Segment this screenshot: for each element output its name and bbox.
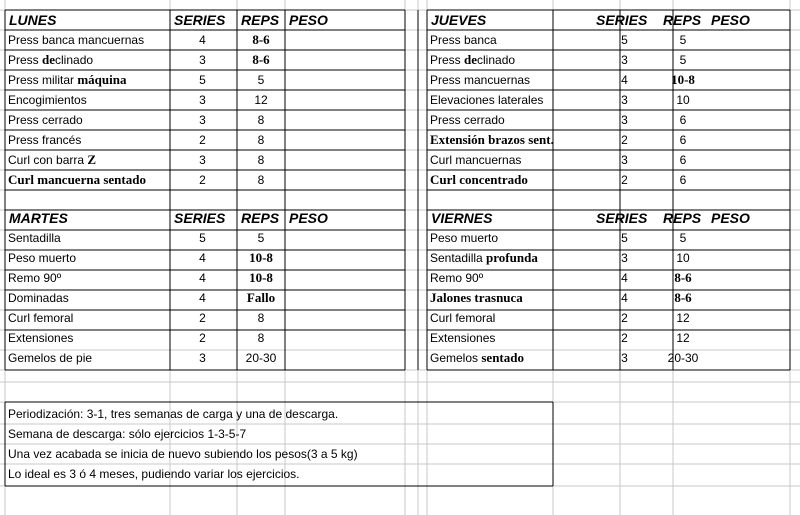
series-value: 2 (621, 311, 628, 325)
exercise-name (430, 328, 591, 348)
note-line: Semana de descarga: sólo ejercicios 1-3-5-7 (8, 427, 247, 441)
reps-value: 10 (676, 251, 690, 265)
exercise-text: Press cerrado (430, 113, 505, 127)
exercise-text: Remo 90º (430, 271, 484, 285)
reps-value: 20-30 (667, 351, 699, 365)
peso-cell (285, 348, 405, 368)
exercise-name (430, 228, 591, 248)
column-header: PESO (711, 210, 750, 226)
exercise-name (430, 288, 591, 308)
exercise-name (8, 90, 169, 110)
day-header: VIERNES (431, 210, 493, 226)
exercise-name (8, 70, 169, 90)
note-line: Una vez acabada se inicia de nuevo subiendo los pesos(3 a 5 kg) (8, 447, 358, 461)
exercise-text: Extensiones (430, 331, 496, 345)
series-value: 3 (199, 53, 206, 67)
exercise-name (8, 308, 169, 328)
exercise-text: Press militar (8, 73, 78, 87)
column-header: PESO (711, 12, 750, 28)
exercise-text: Gemelos de pie (8, 351, 93, 365)
exercise-name (430, 170, 591, 190)
exercise-text: Press banca (430, 33, 497, 47)
series-value: 3 (621, 53, 628, 67)
reps-value: 8 (257, 331, 265, 345)
series-value: 3 (199, 113, 206, 127)
day-header: JUEVES (431, 12, 487, 28)
reps-value: 10-8 (249, 270, 273, 285)
reps-value: 6 (679, 113, 687, 127)
peso-cell (285, 30, 405, 50)
exercise-name (430, 90, 591, 110)
reps-value: 10 (676, 93, 690, 107)
exercise-name (8, 268, 169, 288)
exercise-name (430, 268, 591, 288)
reps-value: 5 (257, 231, 265, 245)
exercise-text: Press (8, 53, 43, 67)
exercise-name (8, 328, 169, 348)
reps-value: 5 (679, 33, 687, 47)
peso-cell (285, 328, 405, 348)
column-header: SERIES (174, 12, 226, 28)
exercise-name (8, 150, 169, 170)
exercise-text: máquina (77, 72, 127, 87)
series-value: 4 (199, 251, 206, 265)
exercise-name (8, 248, 169, 268)
peso-cell (285, 288, 405, 308)
series-value: 3 (199, 93, 206, 107)
peso-cell (707, 288, 800, 308)
exercise-text: Dominadas (8, 291, 69, 305)
reps-value: 6 (679, 133, 687, 147)
exercise-text: Press cerrado (8, 113, 83, 127)
exercise-text: Extensiones (8, 331, 74, 345)
exercise-text: profunda (486, 250, 538, 265)
series-value: 3 (621, 251, 628, 265)
column-header: REPS (241, 210, 280, 226)
reps-value: 6 (679, 153, 687, 167)
reps-value: 8-6 (252, 32, 270, 47)
reps-value: 10-8 (671, 72, 695, 87)
exercise-text: Peso muerto (430, 231, 499, 245)
series-value: 5 (621, 231, 628, 245)
reps-value: 8 (257, 133, 265, 147)
exercise-name (8, 30, 169, 50)
series-value: 3 (621, 113, 628, 127)
peso-cell (707, 30, 800, 50)
note-line: Periodización: 3-1, tres semanas de carga y una de descarga. (8, 407, 339, 421)
peso-cell (707, 50, 800, 70)
series-value: 4 (621, 291, 628, 305)
exercise-name (430, 308, 591, 328)
exercise-text: Press francés (8, 133, 82, 147)
reps-value: 6 (679, 173, 687, 187)
exercise-name (430, 110, 591, 130)
exercise-text: Sentadilla (8, 231, 61, 245)
peso-cell (285, 248, 405, 268)
note-line: Lo ideal es 3 ó 4 meses, pudiendo variar los ejercicios. (8, 467, 300, 481)
series-value: 4 (199, 271, 206, 285)
peso-cell (707, 248, 800, 268)
exercise-name (430, 348, 591, 368)
exercise-name (8, 228, 169, 248)
peso-cell (285, 268, 405, 288)
reps-value: 5 (679, 231, 687, 245)
peso-cell (285, 50, 405, 70)
series-value: 3 (199, 153, 206, 167)
exercise-text: Extensión brazos sent. (430, 132, 554, 147)
exercise-text: Peso muerto (8, 251, 77, 265)
series-value: 3 (621, 93, 628, 107)
exercise-name (8, 348, 169, 368)
reps-value: 8-6 (252, 52, 270, 67)
series-value: 3 (199, 351, 206, 365)
series-value: 4 (199, 33, 206, 47)
day-header: MARTES (9, 210, 68, 226)
column-header: PESO (289, 12, 328, 28)
exercise-text: Press (430, 53, 465, 67)
column-header: REPS (241, 12, 280, 28)
column-header: SERIES (174, 210, 226, 226)
peso-cell (707, 328, 800, 348)
reps-value: 8 (257, 113, 265, 127)
series-value: 3 (621, 153, 628, 167)
peso-cell (707, 150, 800, 170)
peso-cell (707, 110, 800, 130)
reps-value: 8 (257, 173, 265, 187)
exercise-name (8, 288, 169, 308)
peso-cell (707, 170, 800, 190)
series-value: 2 (199, 133, 206, 147)
series-value: 5 (621, 33, 628, 47)
series-value: 2 (199, 331, 206, 345)
peso-cell (707, 228, 800, 248)
series-value: 5 (199, 73, 206, 87)
exercise-text: Encogimientos (8, 93, 87, 107)
peso-cell (707, 70, 800, 90)
series-value: 4 (621, 73, 628, 87)
peso-cell (285, 228, 405, 248)
exercise-text: sentado (481, 350, 524, 365)
peso-cell (707, 268, 800, 288)
series-value: 2 (621, 133, 628, 147)
exercise-name (8, 110, 169, 130)
exercise-text: Gemelos (430, 351, 482, 365)
series-value: 2 (621, 331, 628, 345)
exercise-text: Press mancuernas (430, 73, 531, 87)
peso-cell (285, 70, 405, 90)
reps-value: 20-30 (245, 351, 277, 365)
exercise-name (8, 170, 169, 190)
exercise-text: Curl con barra (8, 153, 88, 167)
peso-cell (707, 90, 800, 110)
exercise-text: Remo 90º (8, 271, 62, 285)
column-header: SERIES (596, 210, 648, 226)
reps-value: 8-6 (674, 290, 692, 305)
peso-cell (707, 348, 800, 368)
day-header: LUNES (9, 12, 57, 28)
exercise-name (430, 70, 591, 90)
exercise-name (8, 50, 169, 70)
exercise-name (430, 130, 591, 150)
peso-cell (285, 170, 405, 190)
exercise-name (8, 130, 169, 150)
reps-value: 12 (254, 93, 268, 107)
exercise-text: Press banca mancuernas (8, 33, 145, 47)
series-value: 2 (621, 173, 628, 187)
series-value: 2 (199, 173, 206, 187)
reps-value: Fallo (246, 290, 276, 305)
exercise-text: Jalones trasnuca (430, 290, 523, 305)
peso-cell (285, 90, 405, 110)
peso-cell (285, 110, 405, 130)
reps-value: 10-8 (249, 250, 273, 265)
peso-cell (707, 308, 800, 328)
exercise-name (430, 150, 591, 170)
exercise-text: Curl mancuernas (430, 153, 522, 167)
series-value: 4 (621, 271, 628, 285)
peso-cell (707, 130, 800, 150)
exercise-text: de (464, 52, 478, 67)
exercise-name (430, 248, 591, 268)
reps-value: 12 (676, 331, 690, 345)
exercise-text: de (42, 52, 56, 67)
exercise-name (430, 30, 591, 50)
exercise-name (430, 50, 591, 70)
exercise-text: clinado (55, 53, 94, 67)
exercise-text: Curl mancuerna sentado (8, 172, 146, 187)
exercise-text: Elevaciones laterales (430, 93, 544, 107)
reps-value: 8 (257, 311, 265, 325)
column-header: REPS (663, 12, 702, 28)
series-value: 2 (199, 311, 206, 325)
exercise-text: Curl femoral (430, 311, 496, 325)
peso-cell (285, 130, 405, 150)
exercise-text: Sentadilla (430, 251, 487, 265)
exercise-text: Curl concentrado (430, 172, 528, 187)
series-value: 4 (199, 291, 206, 305)
column-header: SERIES (596, 12, 648, 28)
series-value: 5 (199, 231, 206, 245)
reps-value: 5 (679, 53, 687, 67)
column-header: PESO (289, 210, 328, 226)
series-value: 3 (621, 351, 628, 365)
reps-value: 12 (676, 311, 690, 325)
column-header: REPS (663, 210, 702, 226)
reps-value: 8-6 (674, 270, 692, 285)
reps-value: 5 (257, 73, 265, 87)
exercise-text: Z (87, 152, 97, 167)
peso-cell (285, 308, 405, 328)
exercise-text: Curl femoral (8, 311, 74, 325)
peso-cell (285, 150, 405, 170)
exercise-text: clinado (477, 53, 516, 67)
reps-value: 8 (257, 153, 265, 167)
